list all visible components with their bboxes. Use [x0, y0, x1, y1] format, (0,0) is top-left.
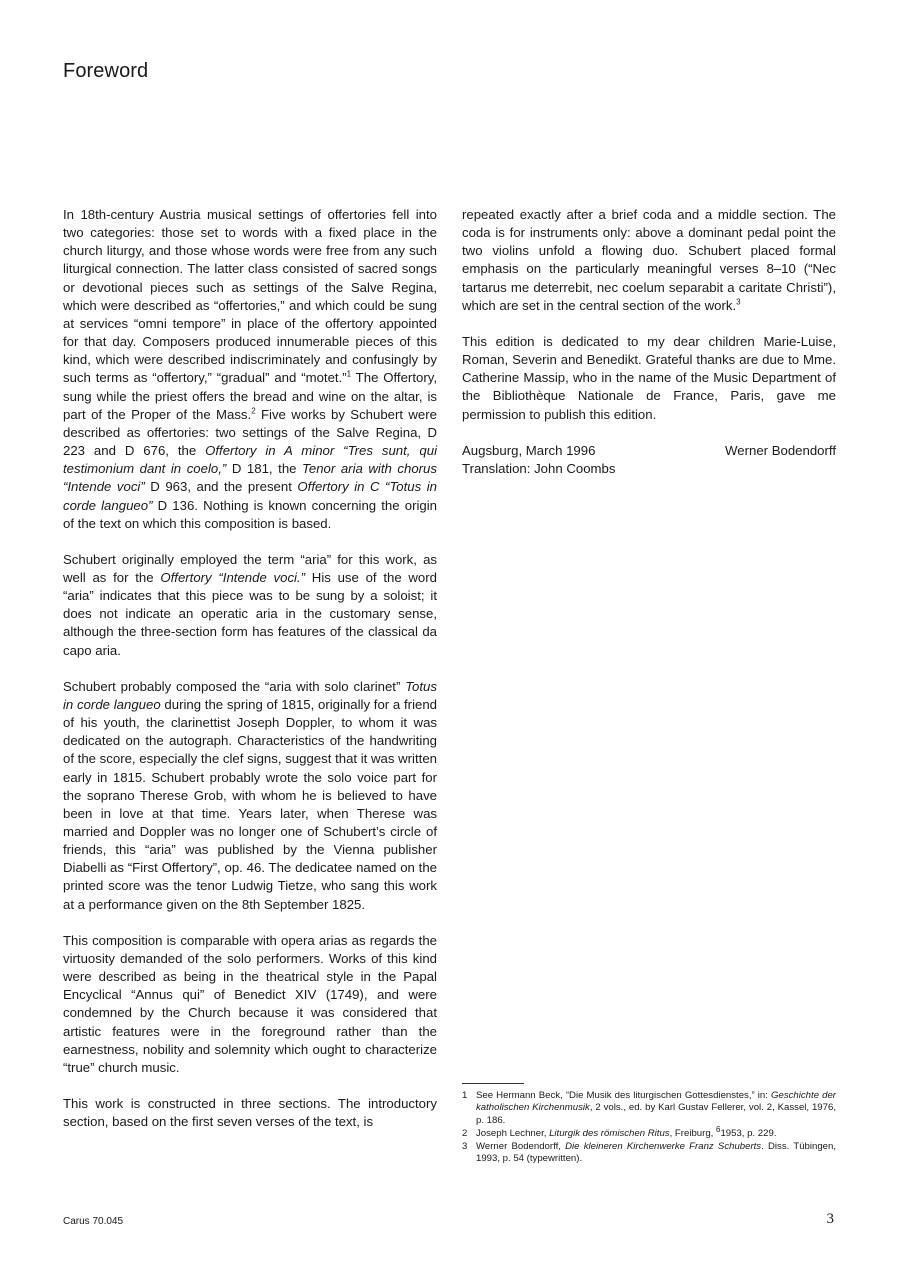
text-run: Werner Bodendorff, [476, 1141, 566, 1153]
text-run: , 2 vols., ed. by Karl Gustav Fellerer, vol. 2, Kassel, 1976, p. 186. [476, 1102, 836, 1126]
text-run: D 181, the [226, 461, 303, 477]
paragraph-1 [63, 206, 437, 533]
italic-text: Offertory in C “Totus in corde langueo” [63, 479, 437, 513]
page-number: 3 [826, 1211, 834, 1227]
text-run: His use of the word “aria” indicates that this piece was to be sung by a soloist; it does not indicate an operatic aria in the customary sense, although the three-section form has features of the classical da capo aria. [63, 569, 437, 658]
text-run: Joseph Lechner, [476, 1127, 550, 1139]
page-title: Foreword [63, 60, 149, 82]
text-run: Schubert probably composed the “aria with solo clarinet” [63, 678, 406, 694]
signature-block [462, 442, 836, 478]
footnote-divider [462, 1083, 524, 1084]
paragraph-5 [63, 1095, 437, 1131]
text-run: D 136. Nothing is known concerning the origin of the text on which this composition is based. [63, 497, 438, 531]
place-date: Augsburg, March 1996 [462, 442, 596, 458]
footnotes [462, 1090, 836, 1167]
text-run: . Diss. Tübingen, 1993, p. 54 (typewritten). [476, 1141, 836, 1165]
translation-credit: Translation: John Coombs [462, 460, 616, 476]
footnote-ref: 1 [346, 370, 352, 380]
italic-text: Tenor aria with chorus “Intende voci” [63, 461, 437, 495]
left-column [63, 206, 437, 1131]
text-run: The Offertory, sung while the priest offers the bread and wine on the altar, is part of the Proper of the Mass. [63, 370, 437, 422]
italic-text: Totus in corde langueo [63, 678, 437, 712]
italic-text: Die kleineren Kirchenwerke Franz Schuberts [565, 1141, 762, 1153]
paragraph-2 [63, 551, 437, 660]
footnote [462, 1124, 836, 1140]
text-run: See Hermann Beck, “Die Musik des liturgischen Gottesdienstes,” in: [476, 1090, 772, 1101]
text-run: Schubert originally employed the term “aria” for this work, as well as for the [63, 551, 437, 585]
italic-text: Offertory in A minor “Tres sunt, qui testimonium dant in coelo,” [63, 443, 437, 477]
footnote [462, 1141, 836, 1166]
text-run: repeated exactly after a brief coda and a middle section. The coda is for instruments only: above a dominant pedal point the two violins unfold a flowing duo. Schubert placed formal emphasis on the particularly meaningful verses 8–10 (“Nec tartarus me deterrebit, nec coelum separabit a caritate Christi”), which are set in the central section of the work. [462, 207, 836, 313]
italic-text: Offertory “Intende voci.” [160, 569, 306, 585]
text-run: Five works by Schubert were described as offertories: two settings of the Salve Regina, D 223 and D 676, the [63, 406, 437, 459]
footnote-number: 1 [462, 1090, 468, 1101]
catalog-number: Carus 70.045 [63, 1216, 124, 1227]
paragraph-6 [462, 206, 836, 315]
footnote-ref: 2 [251, 406, 256, 416]
paragraph-3 [63, 678, 437, 914]
italic-text: Liturgik des römischen Ritus [549, 1127, 670, 1139]
paragraph-4 [63, 932, 437, 1077]
footnote-text [476, 1090, 836, 1127]
author-name: Werner Bodendorff [725, 442, 836, 458]
footnote-ref: 6 [715, 1124, 721, 1134]
italic-text: Geschichte der katholischen Kirchenmusik [476, 1090, 836, 1114]
footnote-text [476, 1124, 836, 1140]
text-run: This composition is comparable with opera arias as regards the virtuosity demanded of the solo performers. Works of this kind were described as being in the theatrical style in the Papal Encyclical “Annus qui” of Benedict XIV (1749), and were condemned by the Church because it was considered that artistic features were in the foreground rather than the earnestness, nobility and solemnity which ought to characterize “true” church music. [63, 932, 437, 1075]
text-run: D 963, and the present [144, 479, 298, 495]
paragraph-7 [462, 333, 836, 424]
text-run: This edition is dedicated to my dear children Marie-Luise, Roman, Severin and Benedikt. Grateful thanks are due to Mme. Catherine Massip, who in the name of the Music Department of the Bibliothèque Nationale de France, Paris, gave me permission to publish this edition. [462, 333, 836, 422]
footnote-number: 2 [462, 1127, 468, 1139]
footnote-number: 3 [462, 1141, 468, 1153]
footnote-ref: 3 [736, 297, 741, 307]
footnote [462, 1090, 836, 1127]
text-run: during the spring of 1815, originally for a friend of his youth, the clarinettist Joseph Doppler, to whom it was dedicated on the autograph. Characteristics of the handwriting of the score, especially the clef signs, suggest that it was written early in 1815. Schubert probably wrote the solo voice part for the soprano Therese Grob, with whom he is believed to have been in love at that time. Years later, when Therese was married and Doppler was no longer one of Schubert’s circle of friends, this “aria” was published by the Vienna publisher Diabelli as “First Offertory”, op. 46. The dedicatee named on the printed score was the tenor Ludwig Tietze, who sang this work at a performance given on the 8th September 1825. [63, 696, 437, 912]
footnote-text [476, 1141, 836, 1166]
right-column [462, 206, 836, 478]
text-run: , Freiburg, [669, 1127, 716, 1139]
text-run: 1953, p. 229. [720, 1127, 777, 1139]
text-run: This work is constructed in three sections. The introductory section, based on the first seven verses of the text, is [63, 1096, 437, 1130]
text-run: In 18th-century Austria musical settings of offertories fell into two categories: those set to words with a fixed place in the church liturgy, and those whose words were free from any such liturgical connection. The latter class consisted of sacred songs or devotional pieces such as settings of the Salve Regina, which were described as “offertories,” and which could be sung at services “omni tempore” in place of the offertory appointed for that day. Composers produced innumerable pieces of this kind, which were described indiscriminately and confusingly by such terms as “offertory,” “gradual” and “motet.” [63, 207, 437, 386]
